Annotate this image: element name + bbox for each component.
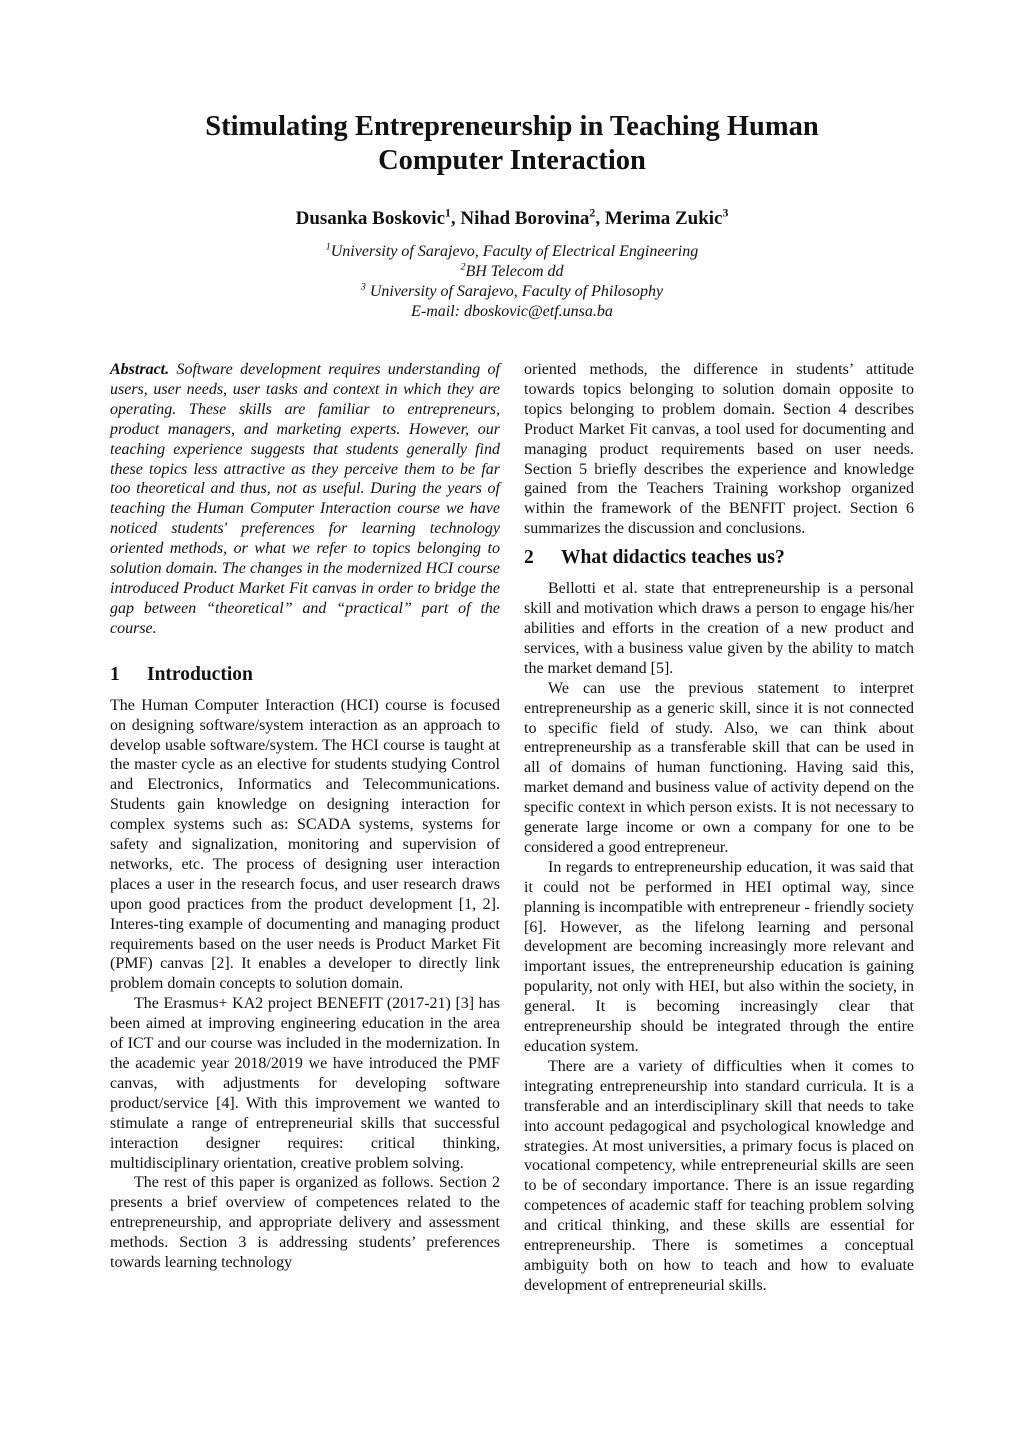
section-title: What didactics teaches us? [561, 547, 785, 569]
affiliation [112, 242, 912, 262]
paragraph: The Erasmus+ KA2 project BENEFIT (2017-21) [3] has been aimed at improving engineering education in the area of ICT and our course was included in the modernization. In the academic year 2018/2019 we have introduced the PMF canvas, with adjustments for developing software product/service [4]. With this improvement we wanted to stimulate a range of entrepreneurial skills that successful interaction designer requires: critical thinking, multidisciplinary orientation, creative problem solving. [110, 995, 500, 1172]
author-list [112, 207, 912, 231]
affiliation [112, 282, 912, 302]
affiliation-mark: 3 [360, 281, 366, 293]
affiliation-text: BH Telecom dd [465, 263, 564, 280]
author-name: Dusanka Boskovic [295, 208, 446, 229]
affiliation-list [112, 242, 912, 322]
author-name: Nihad Borovina [460, 208, 590, 229]
author [460, 208, 604, 229]
paragraph: The Human Computer Interaction (HCI) course is focused on designing software/system interaction as an approach to develop usable software/system. The HCI course is taught at the master cycle as an elective for students studying Control and Electronics, Informatics and Telecommunications. Students gain knowledge on designing interaction for complex systems such as: SCADA systems, systems for safety and signalization, monitoring and supervision of networks, etc. The process of designing user interaction places a user in the research focus, and user research draws upon good practices from the product development [1, 2]. Interes-ting example of documenting and managing product requirements based on the user needs is Product Market Fit (PMF) canvas [2]. It enables a developer to directly link problem domain concepts to solution domain. [110, 696, 500, 993]
affiliation-mark: 2 [460, 261, 466, 273]
author-affil-mark: 1 [445, 206, 451, 220]
paragraph: There are a variety of difficulties when it comes to integrating entrepreneurship into standard curricula. It is a transferable and an interdisciplinary skill that needs to take into account pedagogical and psychological knowledge and strategies. At most universities, a primary focus is placed on vocational competency, while entrepreneurial skills are seen to be of secondary importance. There is an issue regarding competences of academic staff for teaching problem solving and critical thinking, and these skills are essential for entrepreneurship. There is sometimes a conceptual ambiguity both on how to teach and how to evaluate development of entrepreneurial skills. [524, 1057, 914, 1294]
affiliation [112, 262, 912, 282]
author-affil-mark: 2 [589, 206, 596, 220]
abstract [110, 360, 500, 639]
affiliation-text: University of Sarajevo, Faculty of Philosophy [365, 283, 664, 300]
section-title: Introduction [147, 663, 253, 685]
paragraph: Bellotti et al. state that entrepreneurship is a personal skill and motivation which draws a person to engage his/her abilities and efforts in the creation of a new product and services, with a business value given by the ability to match the market demand [5]. [524, 580, 914, 677]
paper-title [112, 110, 912, 178]
title-line: Stimulating Entrepreneurship in Teaching Human [205, 111, 819, 142]
right-column [524, 360, 914, 1296]
author-separator: , [450, 208, 461, 229]
abstract-text: Software development requires understanding of users, user needs, user tasks and context in which they are operating. These skills are familiar to entrepreneurs, product managers, and marketing experts. However, our teaching experience suggests that students generally find these topics less attractive as they perceive them to be far too theoretical and thus, not as useful. During the years of teaching the Human Computer Interaction course we have noticed students' preferences for learning technology oriented methods, or what we refer to topics belonging to solution domain. The changes in the modernized HCI course introduced Product Market Fit canvas in order to bridge the gap between “theoretical” and “practical” part of the course. [110, 361, 500, 637]
paragraph: The rest of this paper is organized as follows. Section 2 presents a brief overview of competences related to the entrepreneurship, and appropriate delivery and assessment methods. Section 3 is addressing students’ preferences towards learning technology [110, 1174, 500, 1272]
paragraph-continuation: oriented methods, the difference in students’ attitude towards topics belonging to solution domain opposite to topics belonging to problem domain. Section 4 describes Product Market Fit canvas, a tool used for documenting and managing product requirements based on user needs. Section 5 briefly describes the experience and knowledge gained from the Teachers Training workshop organized within the framework of the BENFIT project. Section 6 summarizes the discussion and conclusions. [524, 361, 914, 538]
author-affil-mark: 3 [722, 206, 729, 220]
abstract-label: Abstract. [110, 361, 170, 378]
author-name: Merima Zukic [604, 208, 723, 229]
affiliation-text: University of Sarajevo, Faculty of Electrical Engineering [330, 243, 699, 260]
title-line: Computer Interaction [378, 145, 646, 176]
author [605, 208, 729, 229]
author [296, 208, 461, 229]
author-separator: , [595, 208, 605, 229]
affiliation-mark: 1 [325, 241, 331, 253]
section-number: 2 [524, 547, 534, 569]
section-heading [110, 663, 500, 687]
paragraph: We can use the previous statement to interpret entrepreneurship as a generic skill, since it is not connected to specific field of study. Also, we can think about entrepreneurship as a transferable skill that can be used in all of domains of human functioning. Having said this, market demand and business value of activity depend on the specific context in which person exists. It is not necessary to generate large income or own a company for one to be considered a good entrepreneur. [524, 679, 914, 856]
section-heading [524, 546, 914, 570]
section-number: 1 [110, 663, 120, 685]
paragraph: In regards to entrepreneurship education, it was said that it could not be performed in HEI optimal way, since planning is incompatible with entrepreneur - friendly society [6]. However, as the lifelong learning and personal development are becoming increasingly more relevant and important issues, the entrepreneurship education is gaining popularity, not only with HEI, but also within the society, in general. It is becoming increasingly clear that entrepreneurship should be integrated through the entire education system. [524, 858, 914, 1055]
left-column [110, 360, 500, 1273]
contact-email: E-mail: dboskovic@etf.unsa.ba [411, 303, 613, 320]
